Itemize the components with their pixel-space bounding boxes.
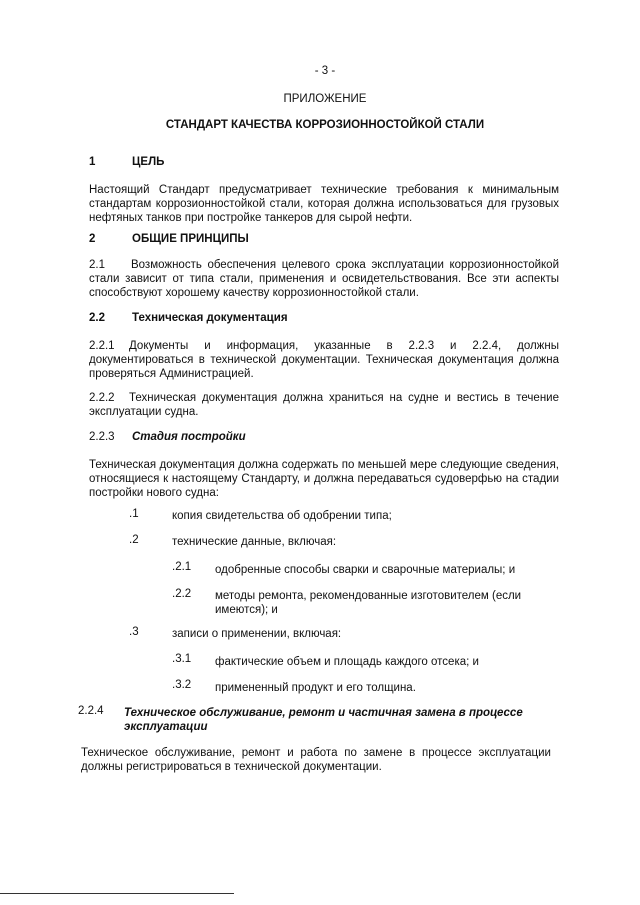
paragraph-2-2-2-text: Техническая документация должна храниться на судне и вестись в течение эксплуатации судна. [89,392,559,418]
section-1-number: 1 [89,156,96,168]
section-1-text: Настоящий Стандарт предусматривает технические требования к минимальным стандартам коррозионностойкой стали, которая должна использоваться для грузовых нефтяных танков при постройке танкеров для сырой нефти. [89,184,559,224]
list-item-text: записи о применении, включая: [172,628,342,640]
section-2-2-3-intro: Техническая документация должна содержать по меньшей мере следующие сведения, относящиеся к настоящему Стандарту, и должна передаваться судоверфью на стадии постройки нового судна: [89,459,559,499]
section-2-2-heading: Техническая документация [132,312,288,324]
page-number: - 3 - [314,65,336,77]
section-2-2-4-text: Техническое обслуживание, ремонт и работа по замене в процессе эксплуатации должны регистрироваться в технической документации. [81,747,551,773]
section-2-heading: ОБЩИЕ ПРИНЦИПЫ [132,233,249,245]
list-item-number: .2.2 [172,588,192,600]
list-item-number: .3 [129,626,139,638]
paragraph-2-2-1-number: 2.2.1 [89,340,115,352]
paragraph-2-1-number: 2.1 [89,259,105,271]
list-item-text: примененный продукт и его толщина. [215,682,416,694]
list-item-number: .1 [129,508,139,520]
list-item-text: одобренные способы сварки и сварочные материалы; и [215,564,516,576]
paragraph-2-2-2-number: 2.2.2 [89,392,115,404]
paragraph-2-2-1 [89,339,559,381]
list-item-number: .2.1 [172,561,192,573]
section-1-heading: ЦЕЛЬ [132,156,165,168]
document-title: СТАНДАРТ КАЧЕСТВА КОРРОЗИОННОСТОЙКОЙ СТАЛИ [165,119,485,131]
list-item-text: копия свидетельства об одобрении типа; [172,510,392,522]
list-item-number: .2 [129,534,139,546]
appendix-title: ПРИЛОЖЕНИЕ [283,93,367,105]
paragraph-2-1-text: Возможность обеспечения целевого срока эксплуатации коррозионностойкой стали зависит от типа стали, применения и освидетельствования. Все эти аспекты способствуют хорошему качеству коррозионностойкой стали. [89,259,559,299]
list-item-text: методы ремонта, рекомендованные изготовителем (если имеются); и [215,590,522,616]
list-item-number: .3.1 [172,653,192,665]
section-2-2-3-number: 2.2.3 [89,431,115,443]
paragraph-2-2-2 [89,391,559,419]
section-2-number: 2 [89,233,96,245]
paragraph-2-1 [89,258,559,300]
list-item-number: .3.2 [172,679,192,691]
paragraph-2-2-1-text: Документы и информация, указанные в 2.2.3 и 2.2.4, должны документироваться в технической документации. Техническая документация должна проверяться Администрацией. [89,340,559,380]
footer-divider [0,893,234,894]
section-2-2-number: 2.2 [89,312,105,324]
section-2-2-3-heading: Стадия постройки [132,431,246,443]
list-item-text: фактические объем и площадь каждого отсека; и [215,656,479,668]
section-2-2-4-number: 2.2.4 [78,705,104,717]
list-item-text: технические данные, включая: [172,536,337,548]
section-2-2-4-heading: Техническое обслуживание, ремонт и частичная замена в процессе эксплуатации [124,707,523,733]
